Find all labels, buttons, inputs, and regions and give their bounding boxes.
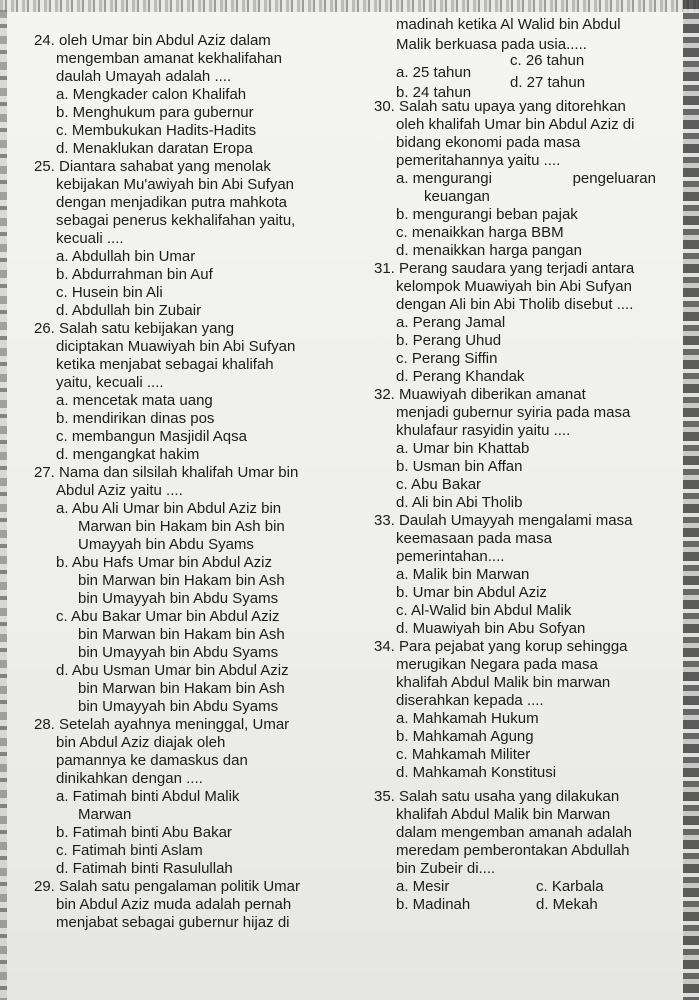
question-29-option-a: a. 25 tahun: [396, 64, 472, 81]
question-26-line-4: yaitu, kecuali ....: [56, 374, 164, 391]
question-35-option-d: d. Mekah: [536, 896, 598, 913]
question-27-option-d-line-1: d. Abu Usman Umar bin Abdul Aziz: [56, 662, 289, 679]
question-25-option-d: d. Abdullah bin Zubair: [56, 302, 202, 319]
question-34-line-3: khalifah Abdul Malik bin marwan: [396, 674, 611, 691]
question-33-option-d: d. Muawiyah bin Abu Sofyan: [396, 620, 586, 637]
question-32-option-a: a. Umar bin Khattab: [396, 440, 530, 457]
question-28-line-2: bin Abdul Aziz diajak oleh: [56, 734, 226, 751]
question-28-option-c: c. Fatimah binti Aslam: [56, 842, 203, 859]
question-28-line-3: pamannya ke damaskus dan: [56, 752, 248, 769]
binding-edge: [0, 10, 7, 1000]
question-30-line-1: 30. Salah satu upaya yang ditorehkan: [374, 98, 626, 115]
question-30-line-4: pemeritahannya yaitu ....: [396, 152, 561, 169]
question-30-option-a-line-1: [396, 170, 656, 188]
question-27-option-a-line-3: Umayyah bin Abdu Syams: [78, 536, 254, 553]
question-26-option-d: d. mengangkat hakim: [56, 446, 200, 463]
question-33-line-3: pemerintahan....: [396, 548, 505, 565]
question-29-cont-line-2: Malik berkuasa pada usia.....: [396, 36, 587, 53]
question-29-option-c: c. 26 tahun: [510, 52, 585, 69]
question-26-option-c: c. membangun Masjidil Aqsa: [56, 428, 247, 445]
question-34-line-1: 34. Para pejabat yang korup sehingga: [374, 638, 628, 655]
question-32-line-2: menjadi gubernur syiria pada masa: [396, 404, 631, 421]
question-30-line-3-text: bidang ekonomi pada masa: [396, 134, 581, 151]
question-33-option-c: c. Al-Walid bin Abdul Malik: [396, 602, 572, 619]
question-32-option-d: d. Ali bin Abi Tholib: [396, 494, 523, 511]
question-28-option-d: d. Fatimah binti Rasulullah: [56, 860, 233, 877]
question-29-option-d: d. 27 tahun: [510, 74, 586, 91]
question-26-option-a: a. mencetak mata uang: [56, 392, 213, 409]
question-27-option-c-line-3: bin Umayyah bin Abdu Syams: [78, 644, 279, 661]
question-32-line-3: khulafaur rasyidin yaitu ....: [396, 422, 571, 439]
question-33-option-b: b. Umar bin Abdul Aziz: [396, 584, 547, 601]
question-25-line-3: dengan menjadikan putra mahkota: [56, 194, 287, 211]
question-31-option-d: d. Perang Khandak: [396, 368, 525, 385]
question-28-option-a-line-2: Marwan: [78, 806, 132, 823]
question-27-option-b-line-2: bin Marwan bin Hakam bin Ash: [78, 572, 285, 589]
question-24-option-c: c. Membukukan Hadits-Hadits: [56, 122, 257, 139]
question-26-option-b: b. mendirikan dinas pos: [56, 410, 215, 427]
question-35-line-2: khalifah Abdul Malik bin Marwan: [396, 806, 611, 823]
question-27-option-c-line-1: c. Abu Bakar Umar bin Abdul Aziz: [56, 608, 280, 625]
question-35-line-4: meredam pemberontakan Abdullah: [396, 842, 630, 859]
question-25-line-1: 25. Diantara sahabat yang menolak: [34, 158, 271, 175]
question-27-option-c-line-2: bin Marwan bin Hakam bin Ash: [78, 626, 285, 643]
question-25-line-4: sebagai penerus kekhalifahan yaitu,: [56, 212, 296, 229]
question-34-option-a: a. Mahkamah Hukum: [396, 710, 539, 727]
question-27-option-a-line-1: a. Abu Ali Umar bin Abdul Aziz bin: [56, 500, 282, 517]
question-24-option-d: d. Menaklukan daratan Eropa: [56, 140, 253, 157]
question-35-option-c: c. Karbala: [536, 878, 604, 895]
question-29-line-1: 29. Salah satu pengalaman politik Umar: [34, 878, 300, 895]
question-28-option-b: b. Fatimah binti Abu Bakar: [56, 824, 232, 841]
question-30-option-a-label: a. mengurangi: [396, 170, 492, 187]
question-33-option-a: a. Malik bin Marwan: [396, 566, 530, 583]
question-24-line-1: 24. oleh Umar bin Abdul Aziz dalam: [34, 32, 271, 49]
question-31-line-1: 31. Perang saudara yang terjadi antara: [374, 260, 635, 277]
question-29-cont-line-1: madinah ketika Al Walid bin Abdul: [396, 16, 621, 33]
question-35-line-5: bin Zubeir di....: [396, 860, 496, 877]
question-29-line-2: bin Abdul Aziz muda adalah pernah: [56, 896, 292, 913]
question-26-line-2: diciptakan Muawiyah bin Abi Sufyan: [56, 338, 296, 355]
question-27-option-d-line-2: bin Marwan bin Hakam bin Ash: [78, 680, 285, 697]
question-34-option-d: d. Mahkamah Konstitusi: [396, 764, 557, 781]
question-29-line-3: menjabat sebagai gubernur hijaz di: [56, 914, 290, 931]
question-27-line-1: 27. Nama dan silsilah khalifah Umar bin: [34, 464, 299, 481]
question-35-option-b: b. Madinah: [396, 896, 471, 913]
question-30-line-3: [396, 134, 658, 152]
question-35-line-3: dalam mengemban amanah adalah: [396, 824, 632, 841]
question-26-line-3: ketika menjabat sebagai khalifah: [56, 356, 274, 373]
question-33-line-2: keemasaan pada masa: [396, 530, 552, 547]
question-30-option-b: b. mengurangi beban pajak: [396, 206, 578, 223]
question-24-option-a: a. Mengkader calon Khalifah: [56, 86, 247, 103]
question-29-option-b: b. 24 tahun: [396, 84, 472, 101]
question-27-option-b-line-1: b. Abu Hafs Umar bin Abdul Aziz: [56, 554, 272, 571]
question-35-line-1: 35. Salah satu usaha yang dilakukan: [374, 788, 620, 805]
question-35-option-a: a. Mesir: [396, 878, 450, 895]
question-30-line-2: oleh khalifah Umar bin Abdul Aziz di: [396, 116, 635, 133]
question-25-line-5: kecuali ....: [56, 230, 124, 247]
page-stack-edge: [683, 0, 699, 1000]
question-25-option-b: b. Abdurrahman bin Auf: [56, 266, 213, 283]
question-30-option-a-label-cont: pengeluaran: [572, 170, 656, 187]
question-30-option-c: c. menaikkan harga BBM: [396, 224, 564, 241]
question-31-option-a: a. Perang Jamal: [396, 314, 506, 331]
question-31-option-b: b. Perang Uhud: [396, 332, 502, 349]
question-24-line-3: daulah Umayah adalah ....: [56, 68, 232, 85]
question-27-option-a-line-2: Marwan bin Hakam bin Ash bin: [78, 518, 285, 535]
question-26-line-1: 26. Salah satu kebijakan yang: [34, 320, 235, 337]
question-24-line-2: mengemban amanat kekhalifahan: [56, 50, 282, 67]
question-31-line-3: dengan Ali bin Abi Tholib disebut ....: [396, 296, 634, 313]
question-25-option-a: a. Abdullah bin Umar: [56, 248, 196, 265]
question-30-option-d: d. menaikkan harga pangan: [396, 242, 582, 259]
question-27-line-2: Abdul Aziz yaitu ....: [56, 482, 183, 499]
question-25-line-2: kebijakan Mu'awiyah bin Abi Sufyan: [56, 176, 295, 193]
question-27-option-d-line-3: bin Umayyah bin Abdu Syams: [78, 698, 279, 715]
question-30-option-a-line-2: keuangan: [424, 188, 490, 205]
question-28-line-4: dinikahkan dengan ....: [56, 770, 203, 787]
question-34-option-b: b. Mahkamah Agung: [396, 728, 534, 745]
question-31-line-2: kelompok Muawiyah bin Abi Sufyan: [396, 278, 632, 295]
question-24-option-b: b. Menghukum para gubernur: [56, 104, 254, 121]
question-34-line-4: diserahkan kepada ....: [396, 692, 544, 709]
question-32-option-b: b. Usman bin Affan: [396, 458, 523, 475]
question-33-line-1: 33. Daulah Umayyah mengalami masa: [374, 512, 633, 529]
torn-top-edge: [0, 0, 699, 12]
question-34-line-2: merugikan Negara pada masa: [396, 656, 598, 673]
question-32-option-c: c. Abu Bakar: [396, 476, 482, 493]
question-31-option-c: c. Perang Siffin: [396, 350, 498, 367]
question-34-option-c: c. Mahkamah Militer: [396, 746, 531, 763]
question-25-option-c: c. Husein bin Ali: [56, 284, 163, 301]
question-28-option-a-line-1: a. Fatimah binti Abdul Malik: [56, 788, 240, 805]
question-27-option-b-line-3: bin Umayyah bin Abdu Syams: [78, 590, 279, 607]
question-32-line-1: 32. Muawiyah diberikan amanat: [374, 386, 586, 403]
question-28-line-1: 28. Setelah ayahnya meninggal, Umar: [34, 716, 290, 733]
